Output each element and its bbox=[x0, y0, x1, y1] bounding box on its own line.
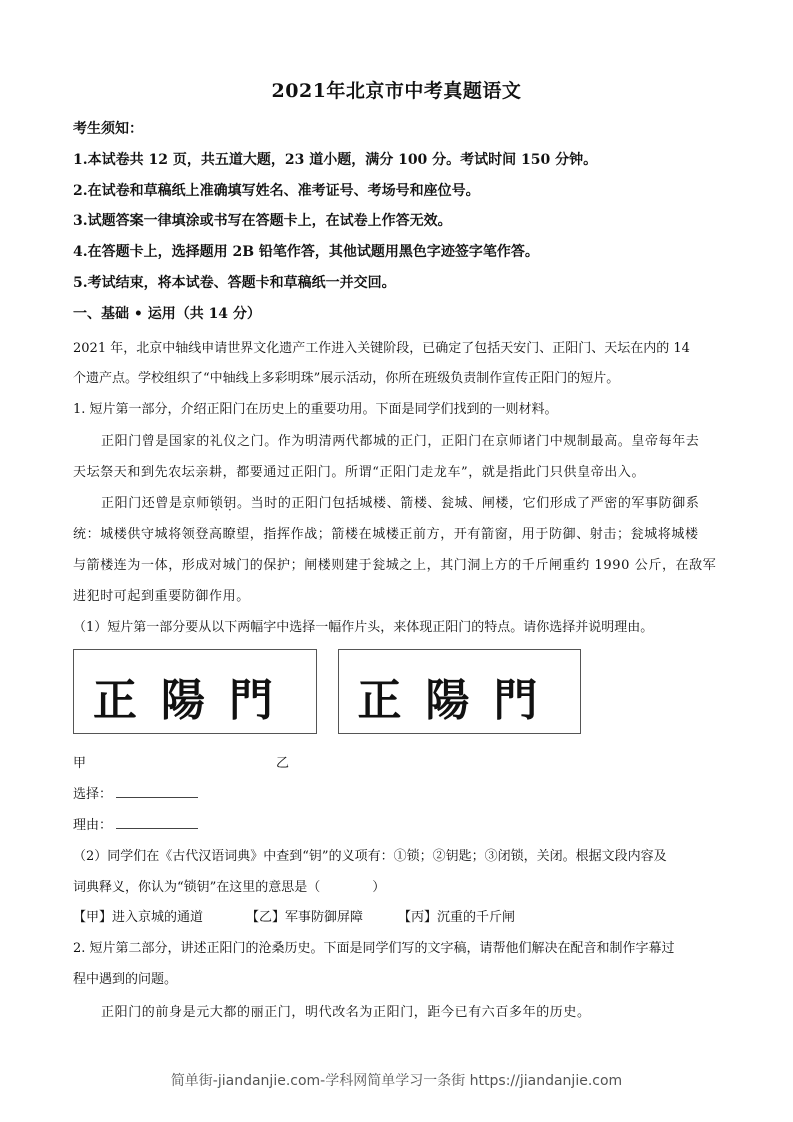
emphasis-char: 钥 bbox=[223, 496, 238, 511]
notice-item-3: 3.试题答案一律填涂或书写在答题卡上，在试卷上作答无效。 bbox=[73, 213, 452, 229]
question-1-1: （1）短片第一部分要从以下两幅字中选择一幅作片头，来体现正阳门的特点。请你选择并说明理由。 bbox=[73, 620, 654, 635]
notice-heading: 考生须知： bbox=[73, 121, 143, 137]
intro-line-2: 个遗产点。学校组织了“中轴线上多彩明珠”展示活动，你所在班级负责制作宣传正阳门的短片。 bbox=[73, 371, 620, 386]
material-p2-line-1 bbox=[101, 492, 699, 511]
question-1-2-line-1: （2）同学们在《古代汉语词典》中查到“钥”的义项有：①锁；②钥匙；③闭锁，关闭。根据文段内容及 bbox=[73, 849, 667, 864]
question-1-2-line-2: 词典释义，你认为“锁钥”在这里的意思是（ ） bbox=[73, 880, 386, 895]
material-p2-line-4: 进犯时可起到重要防御作用。 bbox=[73, 589, 250, 604]
footer-watermark: 简单街-jiandanjie.com-学科网简单学习一条街 https://jiandanjie.com bbox=[170, 1073, 623, 1089]
question-1-stem: 1. 短片第一部分，介绍正阳门在历史上的重要功用。下面是同学们找到的一则材料。 bbox=[73, 402, 558, 417]
choice-label: 选择： bbox=[73, 787, 113, 802]
reason-field bbox=[73, 814, 198, 833]
label-yi: 乙 bbox=[276, 756, 290, 771]
option-bing: 【丙】沉重的千斤闸 bbox=[398, 910, 516, 925]
emphasis-char: 锁 bbox=[209, 496, 224, 511]
notice-item-4: 4.在答题卡上，选择题用 2B 铅笔作答，其他试题用黑色字迹签字笔作答。 bbox=[73, 244, 539, 260]
page-title: 2021年北京市中考真题语文 bbox=[271, 80, 522, 102]
reason-blank[interactable] bbox=[116, 816, 198, 829]
option-yi: 【乙】军事防御屏障 bbox=[246, 910, 364, 925]
intro-line-1: 2021 年，北京中轴线申请世界文化遗产工作进入关键阶段，已确定了包括天安门、正阳门、天坛在内的 14 bbox=[73, 341, 690, 356]
calligraphy-option-yi bbox=[338, 649, 581, 734]
material-text: 。当时的正阳门包括城楼、箭楼、瓮城、闸楼，它们形成了严密的军事防御系 bbox=[237, 496, 700, 511]
option-jia: 【甲】进入京城的通道 bbox=[73, 910, 204, 925]
material-p1-line-1: 正阳门曾是国家的礼仪之门。作为明清两代都城的正门，正阳门在京师诸门中规制最高。皇帝每年去 bbox=[101, 434, 700, 449]
material-p1-line-2: 天坛祭天和到先农坛亲耕，都要通过正阳门。所谓“正阳门走龙车”，就是指此门只供皇帝出入。 bbox=[73, 465, 646, 480]
calligraphy-option-jia bbox=[73, 649, 317, 734]
material-p2-line-3: 与箭楼连为一体，形成对城门的保护；闸楼则建于瓮城之上，其门洞上方的千斤闸重约 1990 公斤，在敌军 bbox=[73, 558, 717, 573]
question-2-line-2: 程中遇到的问题。 bbox=[73, 972, 178, 987]
label-jia: 甲 bbox=[73, 756, 87, 771]
section-heading: 一、基础 • 运用（共 14 分） bbox=[73, 306, 261, 322]
material-text: 正阳门还曾是京师 bbox=[101, 496, 210, 511]
notice-item-5: 5.考试结束，将本试卷、答题卡和草稿纸一并交回。 bbox=[73, 275, 396, 291]
notice-item-1: 1.本试卷共 12 页，共五道大题，23 道小题，满分 100 分。考试时间 150 分钟。 bbox=[73, 152, 598, 168]
question-2-line-1: 2. 短片第二部分，讲述正阳门的沧桑历史。下面是同学们写的文字稿，请帮他们解决在配音和制作字幕过 bbox=[73, 941, 675, 956]
material-p2-line-2: 统：城楼供守城将领登高瞭望，指挥作战；箭楼在城楼正前方，开有箭窗，用于防御、射击；瓮城将城楼 bbox=[73, 527, 699, 542]
question-2-material: 正阳门的前身是元大都的丽正门，明代改名为正阳门，距今已有六百多年的历史。 bbox=[101, 1005, 591, 1020]
choice-field bbox=[73, 783, 198, 802]
calligraphy-text: 正陽門 bbox=[357, 675, 562, 726]
calligraphy-text: 正陽門 bbox=[93, 675, 297, 726]
choice-blank[interactable] bbox=[116, 785, 198, 798]
reason-label: 理由： bbox=[73, 818, 113, 833]
notice-item-2: 2.在试卷和草稿纸上准确填写姓名、准考证号、考场号和座位号。 bbox=[73, 183, 480, 199]
